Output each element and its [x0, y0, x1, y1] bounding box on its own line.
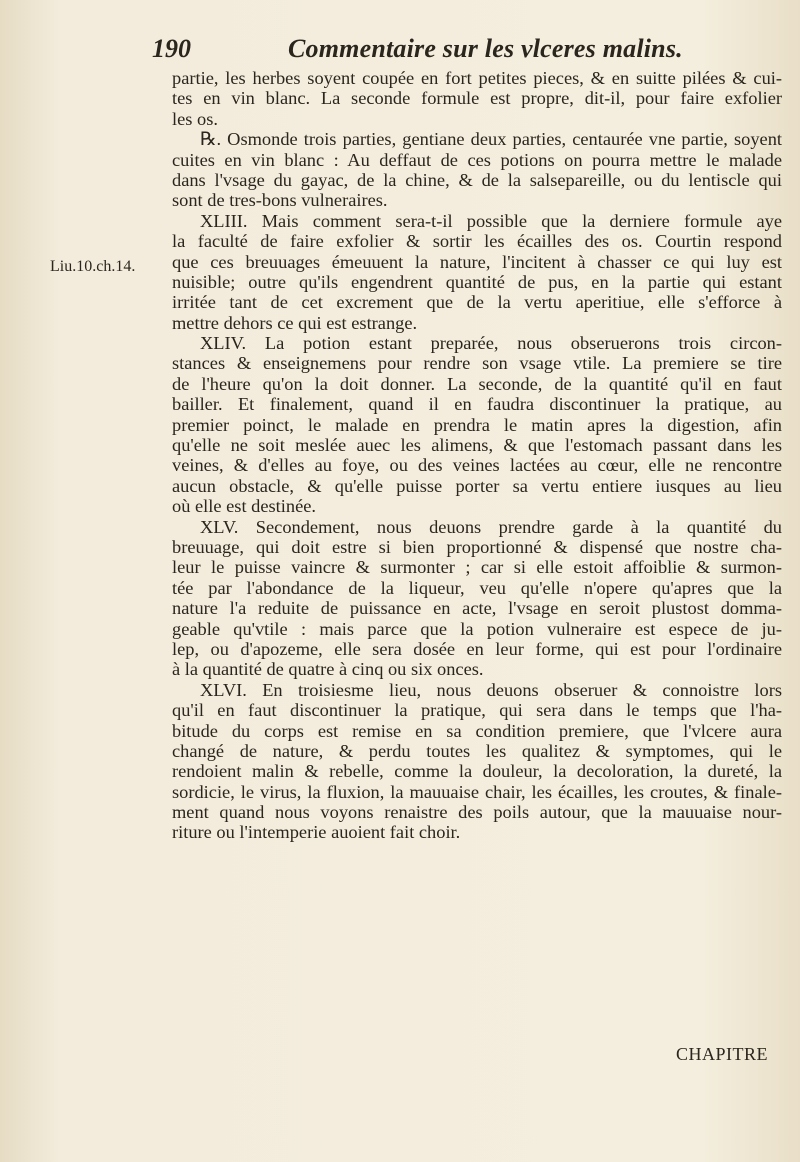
text-line: sordicie, le virus, la fluxion, la mauuaise chair, les écailles, les croutes, & finale- — [172, 781, 782, 802]
text-line: riture ou l'intemperie auoient fait choir. — [172, 822, 461, 843]
body-text — [172, 68, 782, 843]
text-line: ℞. Osmonde trois parties, gentiane deux parties, centaurée vne partie, soyent — [200, 129, 782, 150]
text-line: la faculté de faire exfolier & sortir les écailles des os. Courtin respond — [172, 231, 782, 252]
text-line: veines, & d'elles au foye, ou des veines lactées au cœur, elle ne rencontre — [172, 455, 782, 476]
catchword: CHAPITRE — [676, 1044, 769, 1064]
text-line: leur le puisse vaincre & surmonter ; car si elle estoit affoiblie & surmon- — [172, 557, 782, 578]
text-line: mettre dehors ce qui est estrange. — [172, 312, 418, 333]
text-line: breuuage, qui doit estre si bien proportionné & dispensé que nostre cha- — [172, 536, 782, 557]
text-line: XLV. Secondement, nous deuons prendre garde à la quantité du — [200, 516, 782, 537]
text-line: à la quantité de quatre à cinq ou six onces. — [172, 659, 484, 680]
text-line: nuisible; outre qu'ils engendrent quantité de pus, en la partie qui estant — [172, 271, 782, 292]
text-line: bitude du corps est remise en sa condition premiere, que l'vlcere aura — [172, 720, 782, 741]
text-line: que ces breuuages émeuuent la nature, l'incitent à chasser ce qui luy est — [172, 251, 782, 272]
running-title: Commentaire sur les vlceres malins. — [288, 34, 683, 63]
text-line: XLIII. Mais comment sera-t-il possible que la derniere formule aye — [200, 210, 782, 231]
text-line: aucun obstacle, & qu'elle puisse porter sa vertu entiere iusques au lieu — [172, 475, 782, 496]
text-line: qu'il en faut discontinuer la pratique, qui sera dans le temps que l'ha- — [172, 700, 782, 721]
running-head — [152, 34, 772, 70]
text-line: qu'elle ne soit meslée auec les alimens, & que l'estomach passant dans les — [172, 435, 782, 456]
page-number: 190 — [152, 34, 191, 63]
text-line: irritée tant de cet excrement que de la vertu aperitiue, elle s'efforce à — [172, 292, 782, 313]
text-line: tes en vin blanc. La seconde formule est propre, dit-il, pour faire exfolier — [172, 88, 782, 109]
text-line: changé de nature, & perdu toutes les qualitez & symptomes, qui le — [172, 740, 782, 761]
text-line: nature l'a reduite de puissance en acte, l'vsage en seroit plustost domma- — [172, 598, 782, 619]
text-line: lep, ou d'apozeme, elle sera dosée en leur forme, qui est pour l'ordinaire — [172, 638, 782, 659]
text-line: bailler. Et finalement, quand il en faudra discontinuer la pratique, au — [172, 394, 782, 415]
text-line: de l'heure qu'on la doit donner. La seconde, de la quantité qu'il en faut — [172, 373, 782, 394]
text-line: premier poinct, le malade en prendra le matin apres la digestion, afin — [172, 414, 782, 435]
text-line: partie, les herbes soyent coupée en fort petites pieces, & en suitte pilées & cui- — [172, 68, 782, 88]
text-line: XLIV. La potion estant preparée, nous obseruerons trois circon- — [200, 333, 782, 354]
text-line: geable qu'vtile : mais parce que la potion vulneraire est espece de ju- — [172, 618, 782, 639]
text-line: les os. — [172, 108, 218, 129]
text-line: tée par l'abondance de la liqueur, veu qu'elle n'opere qu'apres que la — [172, 577, 782, 598]
text-line: dans l'vsage du gayac, de la chine, & de la salsepareille, ou du lentiscle qui — [172, 169, 782, 190]
text-line: XLVI. En troisiesme lieu, nous deuons obseruer & connoistre lors — [200, 679, 782, 700]
text-line: sont de tres-bons vulneraires. — [172, 190, 388, 211]
text-line: stances & enseignemens pour rendre son vsage vtile. La premiere se tire — [172, 353, 782, 374]
text-line: où elle est destinée. — [172, 496, 317, 517]
margin-reference: Liu.10.ch.14. — [50, 258, 136, 275]
text-line: cuites en vin blanc : Au deffaut de ces potions on pourra mettre le malade — [172, 149, 782, 170]
text-line: rendoient malin & rebelle, comme la douleur, la decoloration, la dureté, la — [172, 761, 782, 782]
text-line: ment quand nous voyons renaistre des poils autour, que la mauuaise nour- — [172, 802, 782, 823]
